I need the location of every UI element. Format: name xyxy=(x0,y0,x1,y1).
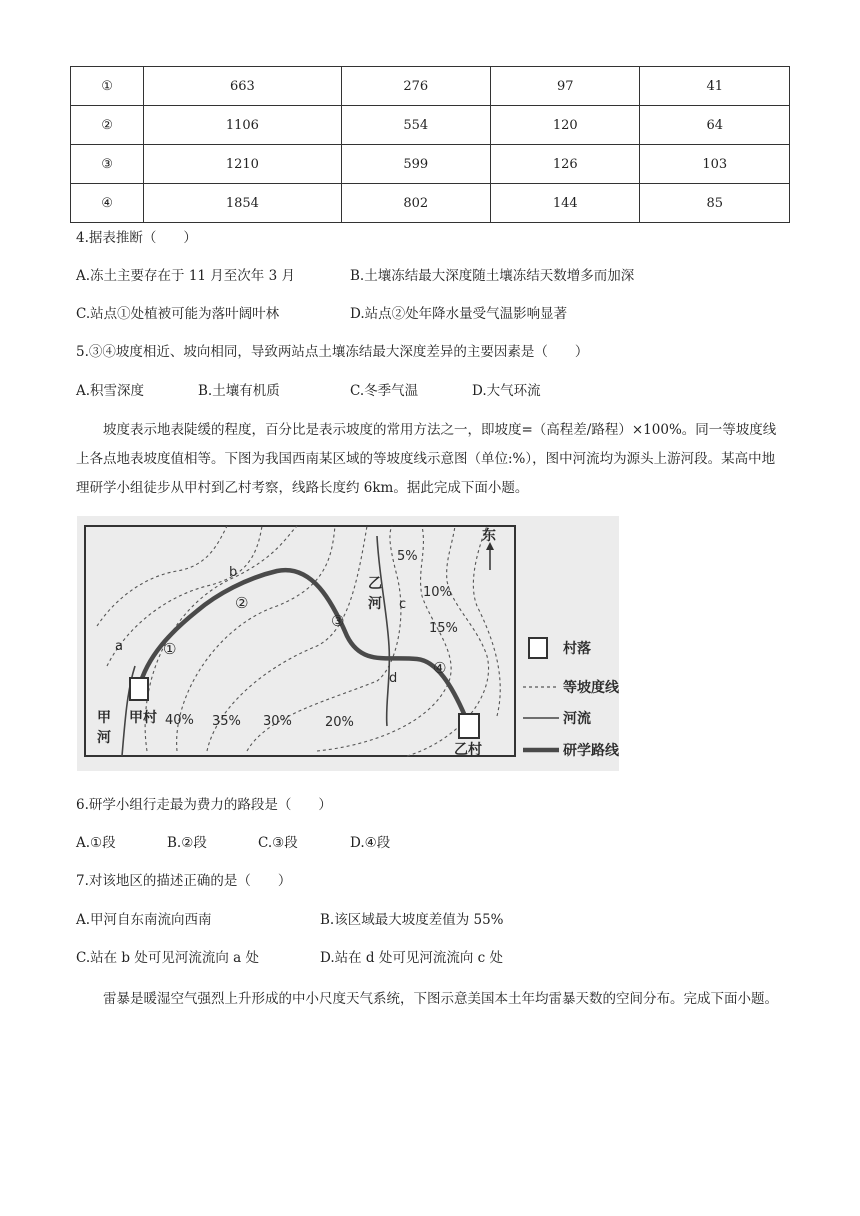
table-cell: 802 xyxy=(341,184,490,223)
table-cell: ④ xyxy=(71,184,144,223)
table-cell: 64 xyxy=(640,106,790,145)
segment-label: ③ xyxy=(331,612,345,630)
river-yi-label: 河 xyxy=(368,596,382,612)
q6-option-a[interactable]: A.①段 xyxy=(76,835,116,851)
contour-label: 40% xyxy=(165,713,194,728)
table-cell: 120 xyxy=(491,106,640,145)
point-label: b xyxy=(229,565,238,580)
q6-option-d[interactable]: D.④段 xyxy=(350,835,391,851)
q7-option-c[interactable]: C.站在 b 处可见河流流向 a 处 xyxy=(76,950,259,966)
segment-label: ② xyxy=(235,594,249,612)
q5-option-a[interactable]: A.积雪深度 xyxy=(76,383,145,399)
point-label: d xyxy=(389,671,398,686)
passage-thunderstorm: 雷暴是暖湿空气强烈上升形成的中小尺度天气系统，下图示意美国本土年均雷暴天数的空间分布。完成下面小题。 xyxy=(103,991,778,1007)
contour-label: 30% xyxy=(263,714,292,729)
table-cell: ① xyxy=(71,67,144,106)
table-cell: ③ xyxy=(71,145,144,184)
data-table xyxy=(70,66,790,223)
table-cell: 599 xyxy=(341,145,490,184)
passage-slope: 坡度表示地表陡缓的程度，百分比是表示坡度的常用方法之一，即坡度=（高程差/路程）×100%。同一等坡度线上各点地表坡度值相等。下图为我国西南某区域的等坡度线示意图（单位:%），图中河流均为源头上游河段。某高中地理研学小组徒步从甲村到乙村考察，线路长度约 6km。据此完成下面小题。 xyxy=(76,422,777,496)
table-cell: 276 xyxy=(341,67,490,106)
legend-label: 村落 xyxy=(563,641,591,657)
legend-label: 河流 xyxy=(563,711,591,727)
table-cell: 554 xyxy=(341,106,490,145)
table-cell: 663 xyxy=(144,67,341,106)
q4-stem: 4.据表推断（ ） xyxy=(76,230,197,246)
q5-option-c[interactable]: C.冬季气温 xyxy=(350,383,419,399)
q7-option-a[interactable]: A.甲河自东南流向西南 xyxy=(76,912,212,928)
river-jia-label: 甲 xyxy=(97,710,111,726)
table-cell: 41 xyxy=(640,67,790,106)
q6-option-c[interactable]: C.③段 xyxy=(258,835,298,851)
table-row xyxy=(71,145,790,184)
point-label: c xyxy=(399,597,407,612)
table-cell: 144 xyxy=(491,184,640,223)
legend-label: 等坡度线 xyxy=(563,680,619,696)
segment-label: ① xyxy=(163,640,177,658)
q7-option-d[interactable]: D.站在 d 处可见河流流向 c 处 xyxy=(320,950,504,966)
contour-label: 10% xyxy=(423,585,452,600)
table-cell: 126 xyxy=(491,145,640,184)
q5-option-b[interactable]: B.土壤有机质 xyxy=(198,383,280,399)
q7-option-b[interactable]: B.该区域最大坡度差值为 55% xyxy=(320,912,504,928)
contour-label: 35% xyxy=(212,714,241,729)
legend-label: 研学路线 xyxy=(563,743,619,759)
river-jia-label: 河 xyxy=(97,730,111,746)
point-label: a xyxy=(115,639,123,654)
river-yi-label: 乙 xyxy=(368,576,382,592)
q5-stem: 5.③④坡度相近、坡向相同，导致两站点土壤冻结最大深度差异的主要因素是（ ） xyxy=(76,344,589,360)
table-cell: 1854 xyxy=(144,184,341,223)
table-cell: 1106 xyxy=(144,106,341,145)
village-jia-label: 甲村 xyxy=(129,710,157,726)
q7-stem: 7.对该地区的描述正确的是（ ） xyxy=(76,873,292,889)
table-cell: 85 xyxy=(640,184,790,223)
table-cell: 1210 xyxy=(144,145,341,184)
q4-option-d[interactable]: D.站点②处年降水量受气温影响显著 xyxy=(350,306,568,322)
table-cell: 103 xyxy=(640,145,790,184)
contour-label: 20% xyxy=(325,715,354,730)
table-row xyxy=(71,106,790,145)
q4-option-a[interactable]: A.冻土主要存在于 11 月至次年 3 月 xyxy=(76,268,295,284)
table-row xyxy=(71,67,790,106)
segment-label: ④ xyxy=(433,659,447,677)
slope-contour-map xyxy=(77,516,619,771)
contour-label: 15% xyxy=(429,621,458,636)
q4-option-c[interactable]: C.站点①处植被可能为落叶阔叶林 xyxy=(76,306,280,322)
contour-label: 5% xyxy=(397,549,418,564)
table-cell: 97 xyxy=(491,67,640,106)
q4-option-b[interactable]: B.土壤冻结最大深度随土壤冻结天数增多而加深 xyxy=(350,268,635,284)
q5-option-d[interactable]: D.大气环流 xyxy=(472,383,541,399)
q6-option-b[interactable]: B.②段 xyxy=(167,835,207,851)
table-row xyxy=(71,184,790,223)
direction-label: 东 xyxy=(482,528,496,544)
table-cell: ② xyxy=(71,106,144,145)
village-yi-label: 乙村 xyxy=(454,742,482,758)
q6-stem: 6.研学小组行走最为费力的路段是（ ） xyxy=(76,797,332,813)
